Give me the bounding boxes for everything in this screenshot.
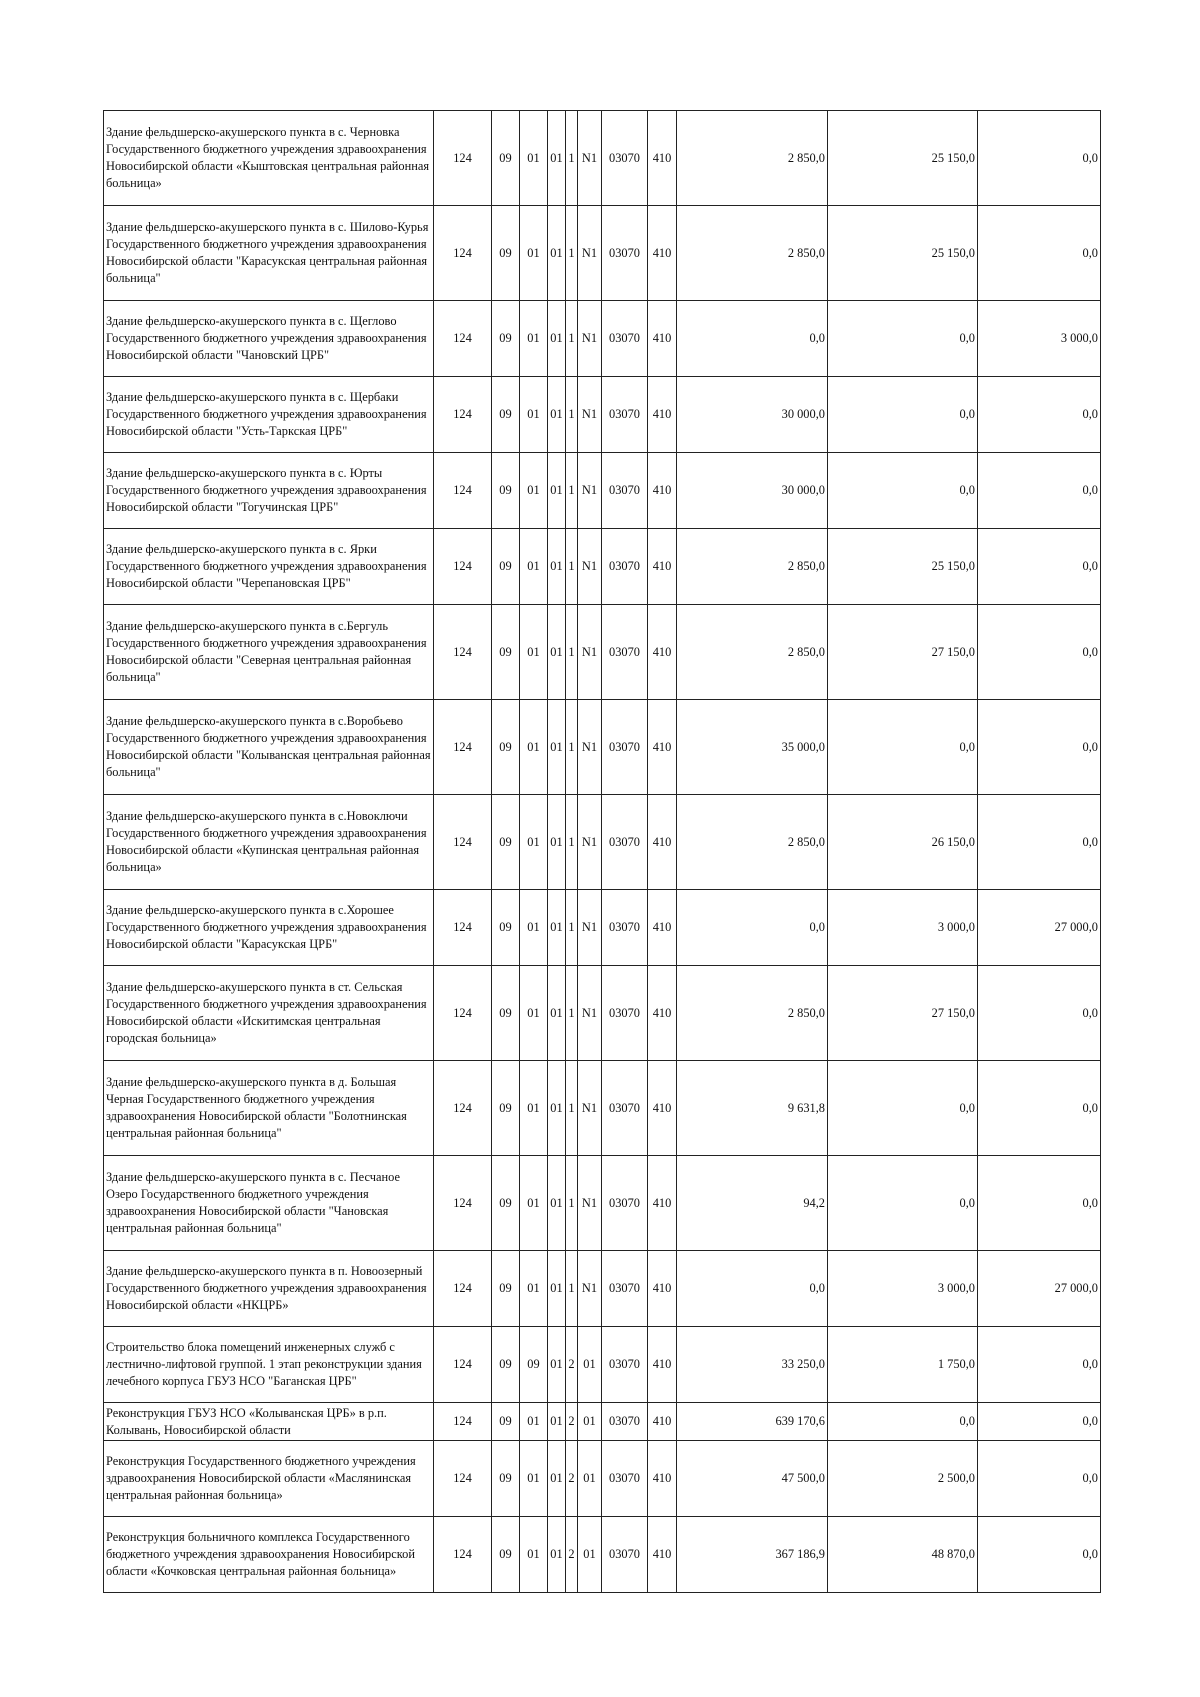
subsection-code-cell: 09 bbox=[520, 1327, 548, 1403]
section-code-cell: 09 bbox=[492, 1517, 520, 1593]
project-code-cell: N1 bbox=[578, 453, 602, 529]
section-code-cell: 09 bbox=[492, 206, 520, 301]
project-code-cell: N1 bbox=[578, 301, 602, 377]
amount-y1-cell: 2 850,0 bbox=[677, 529, 828, 605]
amount-y1-cell: 2 850,0 bbox=[677, 206, 828, 301]
direction-code-cell: 03070 bbox=[602, 1441, 648, 1517]
program-code-cell: 01 bbox=[548, 1441, 566, 1517]
amount-y1-cell: 33 250,0 bbox=[677, 1327, 828, 1403]
subprogram-code-cell: 1 bbox=[566, 1251, 578, 1327]
project-code-cell: N1 bbox=[578, 206, 602, 301]
table-body bbox=[104, 111, 1101, 1593]
table-row bbox=[104, 795, 1101, 890]
amount-y1-cell: 30 000,0 bbox=[677, 453, 828, 529]
program-code-cell: 01 bbox=[548, 605, 566, 700]
subsection-code-cell: 01 bbox=[520, 377, 548, 453]
project-code-cell: 01 bbox=[578, 1441, 602, 1517]
admin-code-cell: 124 bbox=[434, 1156, 492, 1251]
direction-code-cell: 03070 bbox=[602, 529, 648, 605]
expense-type-code-cell: 410 bbox=[648, 1441, 677, 1517]
program-code-cell: 01 bbox=[548, 1061, 566, 1156]
subsection-code-cell: 01 bbox=[520, 966, 548, 1061]
direction-code-cell: 03070 bbox=[602, 1251, 648, 1327]
direction-code-cell: 03070 bbox=[602, 700, 648, 795]
object-name-cell: Здание фельдшерско-акушерского пункта в с.Бергуль Государственного бюджетного учреждения здравоохранения Новосибирской области "Северная центральная районная больница" bbox=[104, 605, 434, 700]
object-name-cell: Здание фельдшерско-акушерского пункта в ст. Сельская Государственного бюджетного учреждения здравоохранения Новосибирской области «Искитимская центральная городская больница» bbox=[104, 966, 434, 1061]
admin-code-cell: 124 bbox=[434, 890, 492, 966]
object-name-cell: Здание фельдшерско-акушерского пункта в с.Воробьево Государственного бюджетного учреждения здравоохранения Новосибирской области "Колыванская центральная районная больница" bbox=[104, 700, 434, 795]
section-code-cell: 09 bbox=[492, 966, 520, 1061]
amount-y2-cell: 2 500,0 bbox=[828, 1441, 978, 1517]
expense-type-code-cell: 410 bbox=[648, 890, 677, 966]
table-row bbox=[104, 890, 1101, 966]
program-code-cell: 01 bbox=[548, 206, 566, 301]
project-code-cell: N1 bbox=[578, 1061, 602, 1156]
subprogram-code-cell: 1 bbox=[566, 890, 578, 966]
project-code-cell: N1 bbox=[578, 377, 602, 453]
object-name-cell: Здание фельдшерско-акушерского пункта в п. Новоозерный Государственного бюджетного учреждения здравоохранения Новосибирской области «НКЦРБ» bbox=[104, 1251, 434, 1327]
section-code-cell: 09 bbox=[492, 795, 520, 890]
expense-type-code-cell: 410 bbox=[648, 1251, 677, 1327]
expense-type-code-cell: 410 bbox=[648, 301, 677, 377]
amount-y3-cell: 0,0 bbox=[978, 700, 1101, 795]
program-code-cell: 01 bbox=[548, 301, 566, 377]
subsection-code-cell: 01 bbox=[520, 301, 548, 377]
amount-y2-cell: 0,0 bbox=[828, 377, 978, 453]
amount-y3-cell: 0,0 bbox=[978, 1061, 1101, 1156]
amount-y3-cell: 0,0 bbox=[978, 1403, 1101, 1441]
admin-code-cell: 124 bbox=[434, 1441, 492, 1517]
amount-y3-cell: 3 000,0 bbox=[978, 301, 1101, 377]
section-code-cell: 09 bbox=[492, 1441, 520, 1517]
section-code-cell: 09 bbox=[492, 1327, 520, 1403]
amount-y2-cell: 48 870,0 bbox=[828, 1517, 978, 1593]
subsection-code-cell: 01 bbox=[520, 1061, 548, 1156]
amount-y1-cell: 2 850,0 bbox=[677, 795, 828, 890]
project-code-cell: N1 bbox=[578, 795, 602, 890]
expense-type-code-cell: 410 bbox=[648, 453, 677, 529]
object-name-cell: Здание фельдшерско-акушерского пункта в с.Новоключи Государственного бюджетного учреждения здравоохранения Новосибирской области «Купинская центральная районная больница» bbox=[104, 795, 434, 890]
subsection-code-cell: 01 bbox=[520, 890, 548, 966]
admin-code-cell: 124 bbox=[434, 966, 492, 1061]
expense-type-code-cell: 410 bbox=[648, 795, 677, 890]
direction-code-cell: 03070 bbox=[602, 377, 648, 453]
program-code-cell: 01 bbox=[548, 377, 566, 453]
subsection-code-cell: 01 bbox=[520, 1441, 548, 1517]
object-name-cell: Здание фельдшерско-акушерского пункта в с. Ярки Государственного бюджетного учреждения здравоохранения Новосибирской области "Черепановская ЦРБ" bbox=[104, 529, 434, 605]
table-row bbox=[104, 1061, 1101, 1156]
expense-type-code-cell: 410 bbox=[648, 1517, 677, 1593]
amount-y1-cell: 0,0 bbox=[677, 301, 828, 377]
program-code-cell: 01 bbox=[548, 966, 566, 1061]
amount-y1-cell: 0,0 bbox=[677, 1251, 828, 1327]
subprogram-code-cell: 2 bbox=[566, 1327, 578, 1403]
table-row bbox=[104, 1327, 1101, 1403]
project-code-cell: N1 bbox=[578, 1251, 602, 1327]
subsection-code-cell: 01 bbox=[520, 111, 548, 206]
amount-y1-cell: 0,0 bbox=[677, 890, 828, 966]
project-code-cell: N1 bbox=[578, 605, 602, 700]
program-code-cell: 01 bbox=[548, 700, 566, 795]
subprogram-code-cell: 1 bbox=[566, 795, 578, 890]
expense-type-code-cell: 410 bbox=[648, 529, 677, 605]
amount-y2-cell: 27 150,0 bbox=[828, 966, 978, 1061]
amount-y3-cell: 0,0 bbox=[978, 111, 1101, 206]
subprogram-code-cell: 1 bbox=[566, 453, 578, 529]
object-name-cell: Здание фельдшерско-акушерского пункта в с. Черновка Государственного бюджетного учреждения здравоохранения Новосибирской области «Кыштовская центральная районная больница» bbox=[104, 111, 434, 206]
section-code-cell: 09 bbox=[492, 111, 520, 206]
amount-y2-cell: 26 150,0 bbox=[828, 795, 978, 890]
section-code-cell: 09 bbox=[492, 529, 520, 605]
table-row bbox=[104, 1251, 1101, 1327]
subsection-code-cell: 01 bbox=[520, 700, 548, 795]
subsection-code-cell: 01 bbox=[520, 1156, 548, 1251]
table-row bbox=[104, 377, 1101, 453]
subsection-code-cell: 01 bbox=[520, 206, 548, 301]
subprogram-code-cell: 1 bbox=[566, 111, 578, 206]
section-code-cell: 09 bbox=[492, 700, 520, 795]
program-code-cell: 01 bbox=[548, 890, 566, 966]
amount-y2-cell: 0,0 bbox=[828, 1156, 978, 1251]
project-code-cell: 01 bbox=[578, 1517, 602, 1593]
program-code-cell: 01 bbox=[548, 529, 566, 605]
amount-y2-cell: 25 150,0 bbox=[828, 529, 978, 605]
amount-y1-cell: 2 850,0 bbox=[677, 966, 828, 1061]
subprogram-code-cell: 2 bbox=[566, 1441, 578, 1517]
direction-code-cell: 03070 bbox=[602, 1061, 648, 1156]
object-name-cell: Здание фельдшерско-акушерского пункта в с. Щербаки Государственного бюджетного учреждения здравоохранения Новосибирской области "Усть-Таркская ЦРБ" bbox=[104, 377, 434, 453]
table-row bbox=[104, 453, 1101, 529]
section-code-cell: 09 bbox=[492, 890, 520, 966]
amount-y1-cell: 367 186,9 bbox=[677, 1517, 828, 1593]
budget-table bbox=[103, 110, 1101, 1593]
amount-y2-cell: 0,0 bbox=[828, 1061, 978, 1156]
admin-code-cell: 124 bbox=[434, 206, 492, 301]
amount-y2-cell: 0,0 bbox=[828, 700, 978, 795]
program-code-cell: 01 bbox=[548, 111, 566, 206]
direction-code-cell: 03070 bbox=[602, 453, 648, 529]
amount-y3-cell: 0,0 bbox=[978, 1441, 1101, 1517]
admin-code-cell: 124 bbox=[434, 1517, 492, 1593]
admin-code-cell: 124 bbox=[434, 529, 492, 605]
amount-y1-cell: 30 000,0 bbox=[677, 377, 828, 453]
object-name-cell: Реконструкция ГБУЗ НСО «Колыванская ЦРБ» в р.п. Колывань, Новосибирской области bbox=[104, 1403, 434, 1441]
project-code-cell: N1 bbox=[578, 111, 602, 206]
subprogram-code-cell: 1 bbox=[566, 605, 578, 700]
amount-y1-cell: 9 631,8 bbox=[677, 1061, 828, 1156]
subprogram-code-cell: 2 bbox=[566, 1517, 578, 1593]
amount-y1-cell: 2 850,0 bbox=[677, 605, 828, 700]
object-name-cell: Реконструкция больничного комплекса Государственного бюджетного учреждения здравоохранения Новосибирской области «Кочковская центральная районная больница» bbox=[104, 1517, 434, 1593]
table-row bbox=[104, 111, 1101, 206]
amount-y2-cell: 3 000,0 bbox=[828, 890, 978, 966]
table-row bbox=[104, 1403, 1101, 1441]
project-code-cell: N1 bbox=[578, 1156, 602, 1251]
subprogram-code-cell: 1 bbox=[566, 966, 578, 1061]
section-code-cell: 09 bbox=[492, 377, 520, 453]
table-row bbox=[104, 1156, 1101, 1251]
object-name-cell: Здание фельдшерско-акушерского пункта в с. Юрты Государственного бюджетного учреждения здравоохранения Новосибирской области "Тогучинская ЦРБ" bbox=[104, 453, 434, 529]
project-code-cell: 01 bbox=[578, 1403, 602, 1441]
direction-code-cell: 03070 bbox=[602, 795, 648, 890]
direction-code-cell: 03070 bbox=[602, 605, 648, 700]
subsection-code-cell: 01 bbox=[520, 1251, 548, 1327]
project-code-cell: N1 bbox=[578, 890, 602, 966]
expense-type-code-cell: 410 bbox=[648, 605, 677, 700]
admin-code-cell: 124 bbox=[434, 1061, 492, 1156]
project-code-cell: N1 bbox=[578, 529, 602, 605]
expense-type-code-cell: 410 bbox=[648, 1327, 677, 1403]
direction-code-cell: 03070 bbox=[602, 301, 648, 377]
section-code-cell: 09 bbox=[492, 1403, 520, 1441]
table-row bbox=[104, 700, 1101, 795]
amount-y1-cell: 35 000,0 bbox=[677, 700, 828, 795]
amount-y2-cell: 25 150,0 bbox=[828, 111, 978, 206]
subsection-code-cell: 01 bbox=[520, 1517, 548, 1593]
table-row bbox=[104, 966, 1101, 1061]
amount-y3-cell: 0,0 bbox=[978, 377, 1101, 453]
amount-y1-cell: 639 170,6 bbox=[677, 1403, 828, 1441]
subprogram-code-cell: 1 bbox=[566, 377, 578, 453]
expense-type-code-cell: 410 bbox=[648, 700, 677, 795]
subprogram-code-cell: 1 bbox=[566, 1061, 578, 1156]
program-code-cell: 01 bbox=[548, 1517, 566, 1593]
section-code-cell: 09 bbox=[492, 605, 520, 700]
admin-code-cell: 124 bbox=[434, 605, 492, 700]
amount-y3-cell: 0,0 bbox=[978, 206, 1101, 301]
program-code-cell: 01 bbox=[548, 1327, 566, 1403]
amount-y3-cell: 0,0 bbox=[978, 1156, 1101, 1251]
admin-code-cell: 124 bbox=[434, 377, 492, 453]
subsection-code-cell: 01 bbox=[520, 605, 548, 700]
expense-type-code-cell: 410 bbox=[648, 966, 677, 1061]
project-code-cell: N1 bbox=[578, 700, 602, 795]
direction-code-cell: 03070 bbox=[602, 111, 648, 206]
amount-y1-cell: 2 850,0 bbox=[677, 111, 828, 206]
project-code-cell: 01 bbox=[578, 1327, 602, 1403]
admin-code-cell: 124 bbox=[434, 453, 492, 529]
amount-y2-cell: 0,0 bbox=[828, 301, 978, 377]
admin-code-cell: 124 bbox=[434, 111, 492, 206]
subprogram-code-cell: 1 bbox=[566, 301, 578, 377]
expense-type-code-cell: 410 bbox=[648, 377, 677, 453]
amount-y3-cell: 0,0 bbox=[978, 1327, 1101, 1403]
table-row bbox=[104, 605, 1101, 700]
amount-y2-cell: 1 750,0 bbox=[828, 1327, 978, 1403]
expense-type-code-cell: 410 bbox=[648, 1061, 677, 1156]
direction-code-cell: 03070 bbox=[602, 1327, 648, 1403]
object-name-cell: Здание фельдшерско-акушерского пункта в с. Песчаное Озеро Государственного бюджетного учреждения здравоохранения Новосибирской области "Чановская центральная районная больница" bbox=[104, 1156, 434, 1251]
program-code-cell: 01 bbox=[548, 1403, 566, 1441]
expense-type-code-cell: 410 bbox=[648, 1156, 677, 1251]
direction-code-cell: 03070 bbox=[602, 1403, 648, 1441]
amount-y1-cell: 94,2 bbox=[677, 1156, 828, 1251]
object-name-cell: Здание фельдшерско-акушерского пункта в д. Большая Черная Государственного бюджетного учреждения здравоохранения Новосибирской области "Болотнинская центральная районная больница" bbox=[104, 1061, 434, 1156]
admin-code-cell: 124 bbox=[434, 700, 492, 795]
object-name-cell: Здание фельдшерско-акушерского пункта в с. Щеглово Государственного бюджетного учреждения здравоохранения Новосибирской области "Чановский ЦРБ" bbox=[104, 301, 434, 377]
direction-code-cell: 03070 bbox=[602, 890, 648, 966]
table-row bbox=[104, 301, 1101, 377]
admin-code-cell: 124 bbox=[434, 1327, 492, 1403]
section-code-cell: 09 bbox=[492, 1156, 520, 1251]
amount-y2-cell: 0,0 bbox=[828, 1403, 978, 1441]
amount-y3-cell: 0,0 bbox=[978, 529, 1101, 605]
program-code-cell: 01 bbox=[548, 1156, 566, 1251]
expense-type-code-cell: 410 bbox=[648, 111, 677, 206]
direction-code-cell: 03070 bbox=[602, 966, 648, 1061]
direction-code-cell: 03070 bbox=[602, 1517, 648, 1593]
subprogram-code-cell: 1 bbox=[566, 529, 578, 605]
subsection-code-cell: 01 bbox=[520, 529, 548, 605]
project-code-cell: N1 bbox=[578, 966, 602, 1061]
subprogram-code-cell: 1 bbox=[566, 1156, 578, 1251]
direction-code-cell: 03070 bbox=[602, 1156, 648, 1251]
amount-y2-cell: 25 150,0 bbox=[828, 206, 978, 301]
amount-y3-cell: 27 000,0 bbox=[978, 1251, 1101, 1327]
section-code-cell: 09 bbox=[492, 453, 520, 529]
subsection-code-cell: 01 bbox=[520, 1403, 548, 1441]
object-name-cell: Здание фельдшерско-акушерского пункта в с.Хорошее Государственного бюджетного учреждения здравоохранения Новосибирской области "Карасукская ЦРБ" bbox=[104, 890, 434, 966]
program-code-cell: 01 bbox=[548, 795, 566, 890]
amount-y3-cell: 0,0 bbox=[978, 453, 1101, 529]
expense-type-code-cell: 410 bbox=[648, 1403, 677, 1441]
table-row bbox=[104, 529, 1101, 605]
expense-type-code-cell: 410 bbox=[648, 206, 677, 301]
amount-y1-cell: 47 500,0 bbox=[677, 1441, 828, 1517]
amount-y3-cell: 27 000,0 bbox=[978, 890, 1101, 966]
section-code-cell: 09 bbox=[492, 301, 520, 377]
amount-y3-cell: 0,0 bbox=[978, 605, 1101, 700]
object-name-cell: Строительство блока помещений инженерных служб с лестнично-лифтовой группой. 1 этап реконструкции здания лечебного корпуса ГБУЗ НСО "Баганская ЦРБ" bbox=[104, 1327, 434, 1403]
amount-y2-cell: 27 150,0 bbox=[828, 605, 978, 700]
program-code-cell: 01 bbox=[548, 1251, 566, 1327]
object-name-cell: Здание фельдшерско-акушерского пункта в с. Шилово-Курья Государственного бюджетного учреждения здравоохранения Новосибирской области "Карасукская центральная районная больница" bbox=[104, 206, 434, 301]
direction-code-cell: 03070 bbox=[602, 206, 648, 301]
amount-y3-cell: 0,0 bbox=[978, 966, 1101, 1061]
program-code-cell: 01 bbox=[548, 453, 566, 529]
table-row bbox=[104, 206, 1101, 301]
admin-code-cell: 124 bbox=[434, 795, 492, 890]
subsection-code-cell: 01 bbox=[520, 795, 548, 890]
admin-code-cell: 124 bbox=[434, 1403, 492, 1441]
table-row bbox=[104, 1517, 1101, 1593]
amount-y2-cell: 3 000,0 bbox=[828, 1251, 978, 1327]
section-code-cell: 09 bbox=[492, 1061, 520, 1156]
subsection-code-cell: 01 bbox=[520, 453, 548, 529]
subprogram-code-cell: 1 bbox=[566, 206, 578, 301]
amount-y3-cell: 0,0 bbox=[978, 795, 1101, 890]
admin-code-cell: 124 bbox=[434, 301, 492, 377]
subprogram-code-cell: 2 bbox=[566, 1403, 578, 1441]
subprogram-code-cell: 1 bbox=[566, 700, 578, 795]
section-code-cell: 09 bbox=[492, 1251, 520, 1327]
amount-y3-cell: 0,0 bbox=[978, 1517, 1101, 1593]
admin-code-cell: 124 bbox=[434, 1251, 492, 1327]
object-name-cell: Реконструкция Государственного бюджетного учреждения здравоохранения Новосибирской области «Маслянинская центральная районная больница» bbox=[104, 1441, 434, 1517]
table-row bbox=[104, 1441, 1101, 1517]
amount-y2-cell: 0,0 bbox=[828, 453, 978, 529]
